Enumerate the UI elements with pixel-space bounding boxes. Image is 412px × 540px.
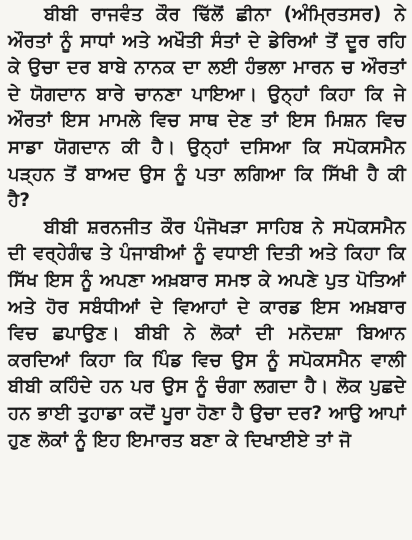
article-column — [8, 2, 406, 454]
article-paragraph-2: ਬੀਬੀ ਸ਼ਰਨਜੀਤ ਕੌਰ ਪੰਜੋਖੜਾ ਸਾਹਿਬ ਨੇ ਸਪੋਕਸਮੈਨ ਦੀ ਵਰ੍ਹੇਗੰਢ ਤੇ ਪੰਜਾਬੀਆਂ ਨੂੰ ਵਧਾਈ ਦਿਤੀ ਅਤੇ ਕਿਹਾ ਕਿ ਸਿੱਖ ਇਸ ਨੂੰ ਅਪਣਾ ਅਖ਼ਬਾਰ ਸਮਝ ਕੇ ਅਪਣੇ ਪੁਤ ਪੋਤਿਆਂ ਅਤੇ ਹੋਰ ਸਬੰਧੀਆਂ ਦੇ ਵਿਆਹਾਂ ਦੇ ਕਾਰਡ ਇਸ ਅਖ਼ਬਾਰ ਵਿਚ ਛਪਾਉਣ। ਬੀਬੀ ਨੇ ਲੋਕਾਂ ਦੀ ਮਨੋਦਸ਼ਾ ਬਿਆਨ ਕਰਦਿਆਂ ਕਿਹਾ ਕਿ ਪਿੰਡ ਵਿਚ ਉਸ ਨੂੰ ਸਪੋਕਸਮੈਨ ਵਾਲੀ ਬੀਬੀ ਕਹਿੰਦੇ ਹਨ ਪਰ ਉਸ ਨੂੰ ਚੰਗਾ ਲਗਦਾ ਹੈ। ਲੋਕ ਪੁਛਦੇ ਹਨ ਭਾਈ ਤੁਹਾਡਾ ਕਦੋਂ ਪੂਰਾ ਹੋਣਾ ਹੈ ਉਚਾ ਦਰ? ਆਉ ਆਪਾਂ ਹੁਣ ਲੋਕਾਂ ਨੂੰ ਇਹ ਇਮਾਰਤ ਬਣਾ ਕੇ ਦਿਖਾਈਏ ਤਾਂ ਜੋ — [8, 216, 406, 451]
article-paragraph-1: ਬੀਬੀ ਰਾਜਵੰਤ ਕੌਰ ਢਿੱਲੋਂ ਛੀਨਾ (ਅੰਮ੍ਰਿਤਸਰ) ਨੇ ਔਰਤਾਂ ਨੂੰ ਸਾਧਾਂ ਅਤੇ ਅਖੌਤੀ ਸੰਤਾਂ ਦੇ ਡੇਰਿਆਂ ਤੋਂ ਦੂਰ ਰਹਿ ਕੇ ਉਚਾ ਦਰ ਬਾਬੇ ਨਾਨਕ ਦਾ ਲਈ ਹੰਭਲਾ ਮਾਰਨ ਚ ਔਰਤਾਂ ਦੇ ਯੋਗਦਾਨ ਬਾਰੇ ਚਾਨਣਾ ਪਾਇਆ। ਉਨ੍ਹਾਂ ਕਿਹਾ ਕਿ ਜੇ ਔਰਤਾਂ ਇਸ ਮਾਮਲੇ ਵਿਚ ਸਾਥ ਦੇਣ ਤਾਂ ਇਸ ਮਿਸ਼ਨ ਵਿਚ ਸਾਡਾ ਯੋਗਦਾਨ ਕੀ ਹੈ। ਉਨ੍ਹਾਂ ਦਸਿਆ ਕਿ ਸਪੋਕਸਮੈਨ ਪੜ੍ਹਨ ਤੋਂ ਬਾਅਦ ਉਸ ਨੂੰ ਪਤਾ ਲਗਿਆ ਕਿ ਸਿੱਖੀ ਹੈ ਕੀ ਹੈ? — [8, 4, 406, 212]
